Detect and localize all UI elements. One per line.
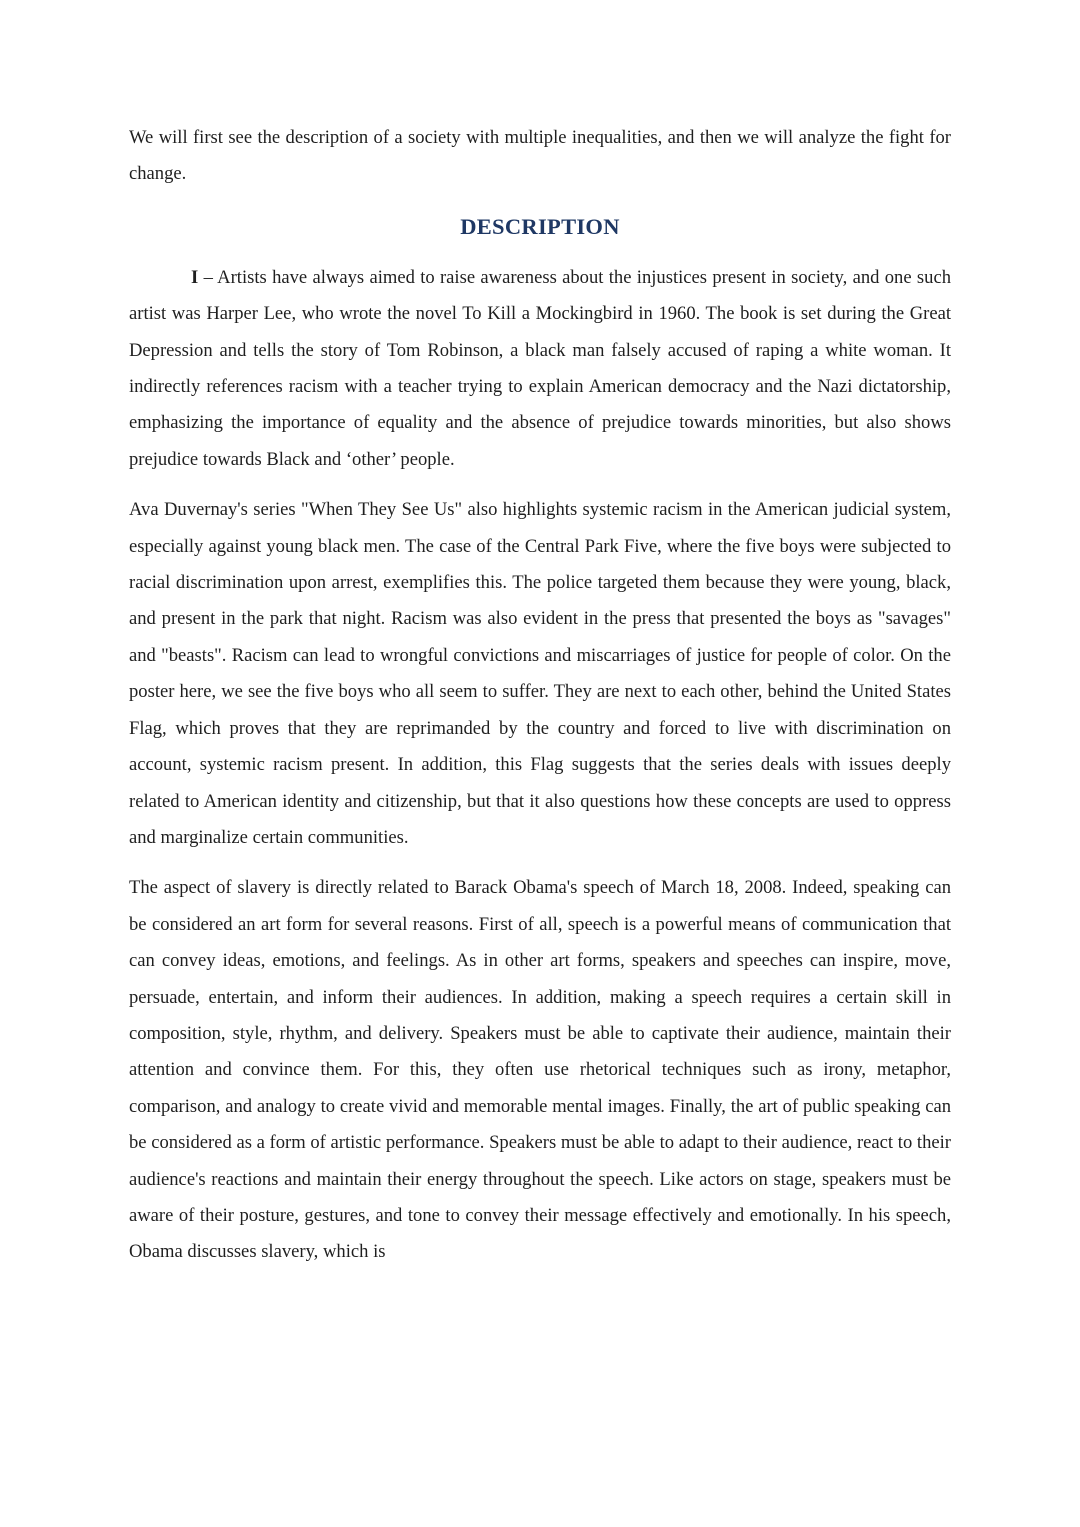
section-heading: DESCRIPTION [460,213,620,239]
intro-paragraph: We will first see the description of a society with multiple inequalities, and then we will analyze the fight for change. [129,127,951,185]
paragraph-harper-lee [129,260,951,478]
paragraph-obama-speech: The aspect of slavery is directly related to Barack Obama's speech of March 18, 2008. Indeed, speaking can be considered an art form for several reasons. First of all, speech is a powerful means of communication that can convey ideas, emotions, and feelings. As in other art forms, speakers and speeches can inspire, move, persuade, entertain, and inform their audiences. In addition, making a speech requires a certain skill in composition, style, rhythm, and delivery. Speakers must be able to captivate their audience, maintain their attention and convince them. For this, they often use rhetorical techniques such as irony, metaphor, comparison, and analogy to create vivid and memorable mental images. Finally, the art of public speaking can be considered as a form of artistic performance. Speakers must be able to adapt to their audience, react to their audience's reactions and maintain their energy throughout the speech. Like actors on stage, speakers must be aware of their posture, gestures, and tone to convey their message effectively and emotionally. In his speech, Obama discusses slavery, which is [129,877,951,1263]
document-page [129,120,951,1271]
paragraph-harper-lee-text: – Artists have always aimed to raise awareness about the injustices present in society, and one such artist was Harper Lee, who wrote the novel To Kill a Mockingbird in 1960. The book is set during the Great Depression and tells the story of Tom Robinson, a black man falsely accused of raping a white woman. It indirectly references racism with a teacher trying to explain American democracy and the Nazi dictatorship, emphasizing the importance of equality and the absence of prejudice towards minorities, but also shows prejudice towards Black and ‘other’ people. [129,266,951,470]
paragraph-when-they-see-us: Ava Duvernay's series "When They See Us" also highlights systemic racism in the American judicial system, especially against young black men. The case of the Central Park Five, where the five boys were subjected to racial discrimination upon arrest, exemplifies this. The police targeted them because they were young, black, and present in the park that night. Racism was also evident in the press that presented the boys as "savages" and "beasts". Racism can lead to wrongful convictions and miscarriages of justice for people of color. On the poster here, we see the five boys who all seem to suffer. They are next to each other, behind the United States Flag, which proves that they are reprimanded by the country and forced to live with discrimination on account, systemic racism present. In addition, this Flag suggests that the series deals with issues deeply related to American identity and citizenship, but that it also questions how these concepts are used to oppress and marginalize certain communities. [129,499,951,848]
section-numeral: I [191,266,199,288]
